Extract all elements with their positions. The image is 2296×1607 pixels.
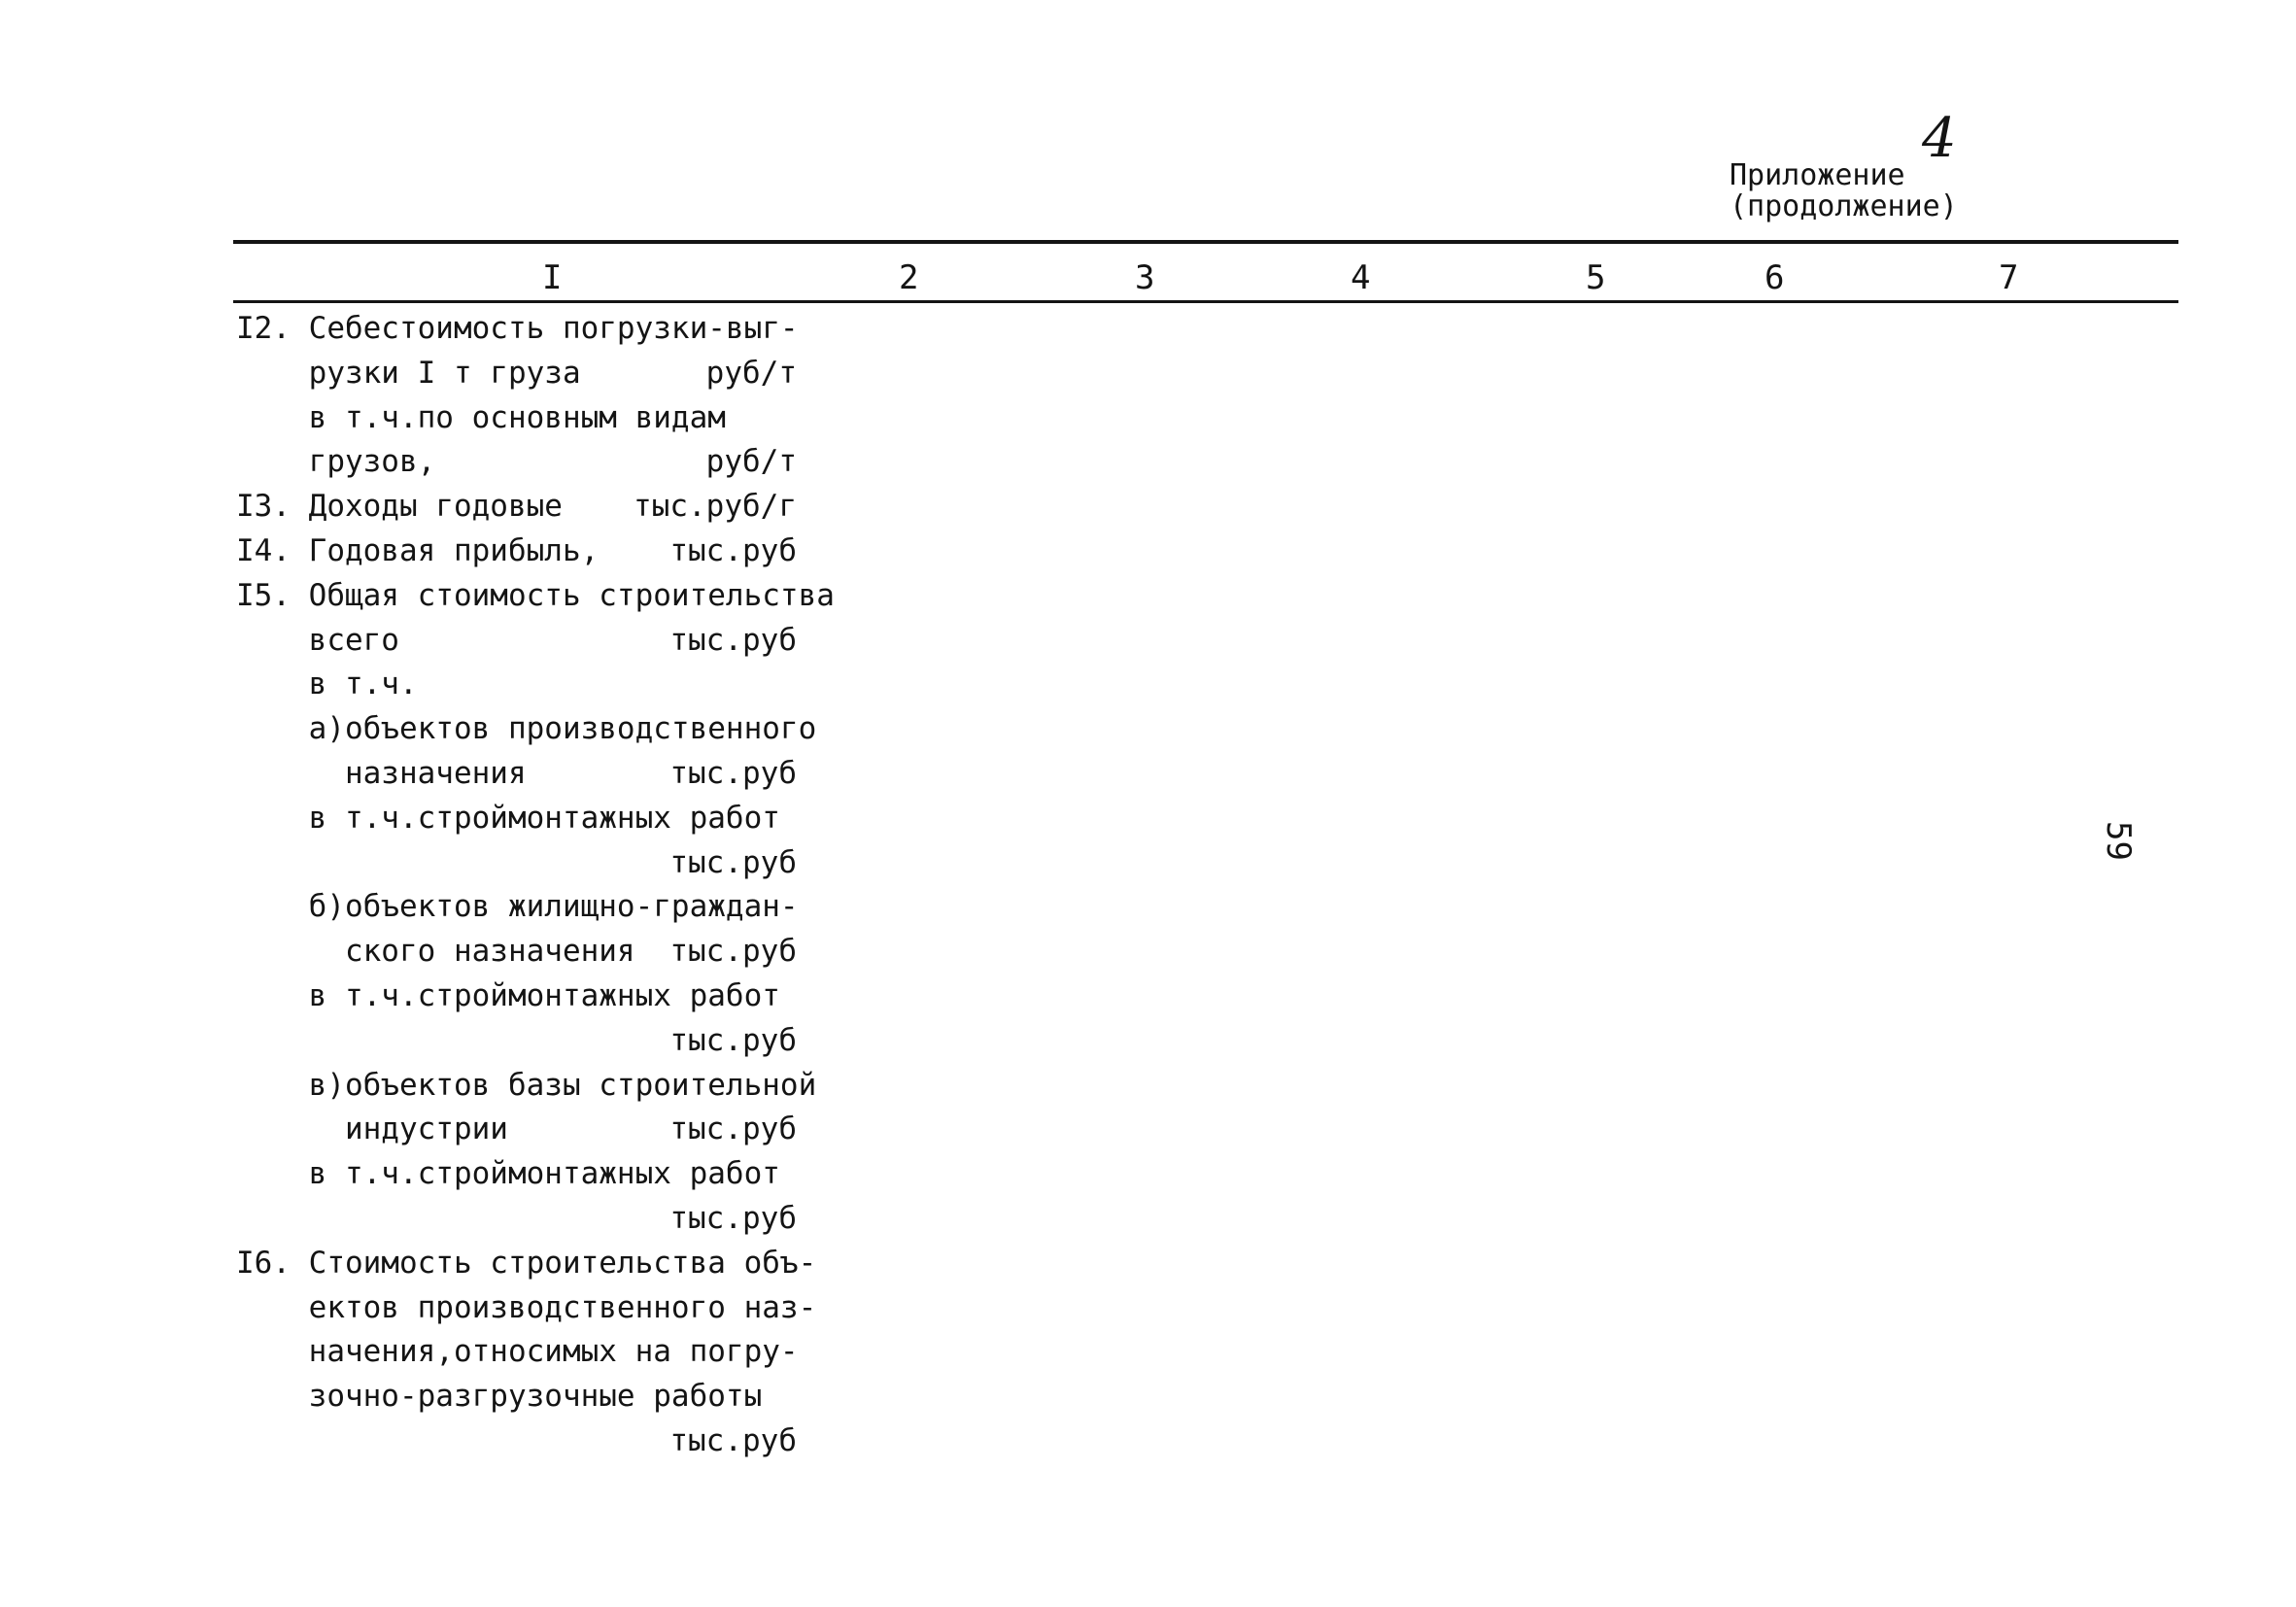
appendix-label [1730, 107, 1958, 223]
column-number-6: 6 [1765, 258, 1785, 297]
table-row-label: всего [236, 622, 399, 658]
table-row-label: I5. Общая стоимость строительства [236, 577, 835, 613]
page-number: 59 [2099, 821, 2138, 861]
table-row-label: б)объектов жилищно-граждан- [236, 889, 799, 925]
appendix-number: 4 [1922, 107, 1957, 170]
continuation-label: (продолжение) [1730, 189, 1958, 223]
table-row-unit: тыс.руб [669, 934, 797, 970]
column-number-5: 5 [1586, 258, 1606, 297]
table-row-unit: тыс.руб [669, 844, 797, 880]
table-row-label: назначения [236, 756, 527, 791]
table-row-unit: тыс.руб [669, 1423, 797, 1458]
table-row-label: I6. Стоимость строительства объ- [236, 1245, 817, 1281]
table-row-unit: руб/т [705, 355, 797, 391]
table-row-unit: руб/т [705, 444, 797, 480]
table-row-unit: тыс.руб/г [634, 489, 797, 525]
table-row-label: в т.ч.по основным видам [236, 399, 726, 435]
table-row-label: I3. Доходы годовые [236, 489, 563, 525]
table-row-label: ектов производственного наз- [236, 1289, 817, 1325]
table-row-label: в т.ч.строймонтажных работ [236, 1156, 780, 1192]
table-row-label: в т.ч.строймонтажных работ [236, 800, 780, 836]
column-number-2: 2 [899, 258, 919, 297]
table-row-label: рузки I т груза [236, 355, 581, 391]
table-row-label: ского назначения [236, 934, 635, 970]
table-row-unit: тыс.руб [669, 1201, 797, 1236]
column-number-7: 7 [1999, 258, 2019, 297]
appendix-title: Приложение [1730, 158, 1905, 192]
table-row-label: в т.ч. [236, 667, 418, 702]
table-header-rule [233, 300, 2178, 303]
column-number-3: 3 [1135, 258, 1155, 297]
table-row-unit: тыс.руб [669, 1022, 797, 1058]
table-row-unit: тыс.руб [669, 1111, 797, 1147]
table-row-unit: тыс.руб [669, 533, 797, 568]
table-row-label: в т.ч.строймонтажных работ [236, 978, 780, 1013]
column-number-4: 4 [1351, 258, 1371, 297]
table-row-label: индустрии [236, 1111, 508, 1147]
table-row-label: грузов, [236, 444, 436, 480]
table-row-unit: тыс.руб [669, 756, 797, 791]
table-row-unit: тыс.руб [669, 622, 797, 658]
table-row-label: а)объектов производственного [236, 711, 817, 747]
table-row-label: I4. Годовая прибыль, [236, 533, 600, 568]
table-row-label: зочно-разгрузочные работы [236, 1379, 763, 1415]
table-row-label: I2. Себестоимость погрузки-выг- [236, 311, 799, 346]
column-number-1: I [542, 258, 563, 297]
table-top-rule [233, 240, 2178, 244]
table-row-label: в)объектов базы строительной [236, 1067, 817, 1103]
table-row-label: начения,относимых на погру- [236, 1334, 799, 1370]
